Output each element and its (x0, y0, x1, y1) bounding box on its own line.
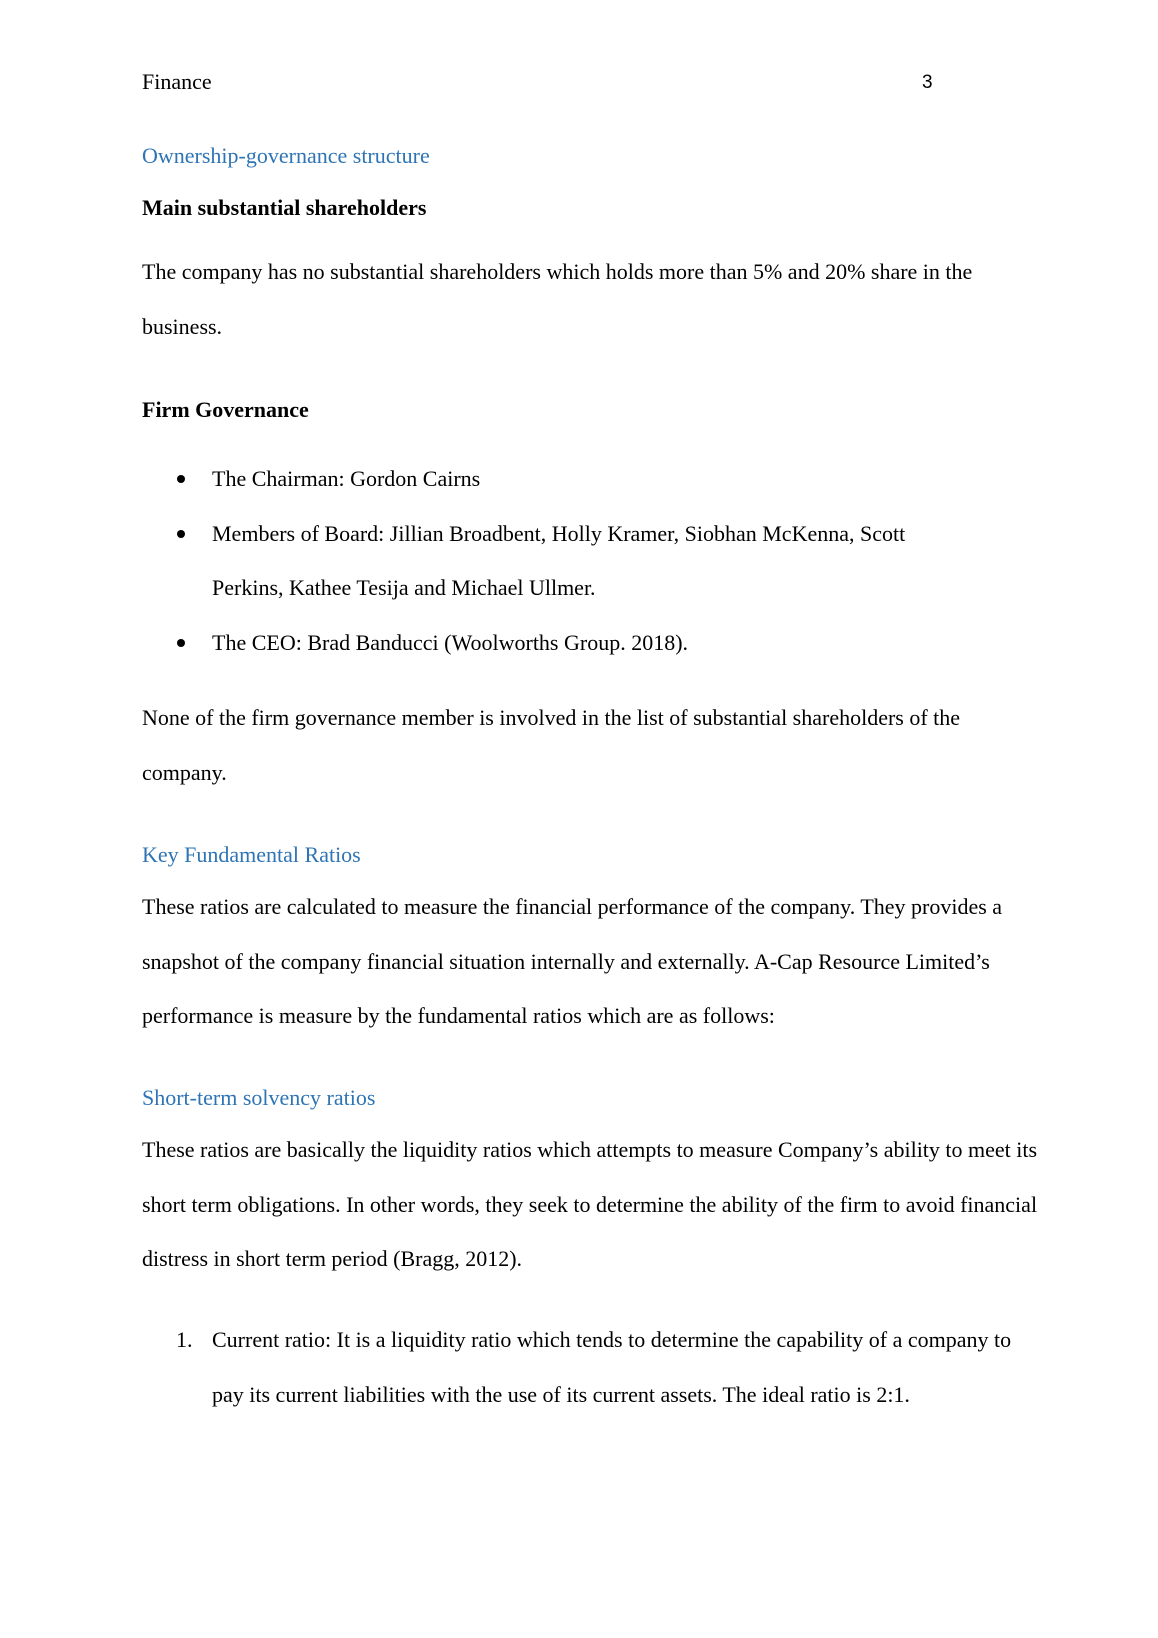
paragraph-governance-note: None of the firm governance member is involved in the list of substantial shareholders of the company. (142, 705, 961, 785)
page-number: 3 (922, 72, 933, 93)
paragraph-shareholders: The company has no substantial shareholders which holds more than 5% and 20% share in the business. (142, 259, 973, 339)
ratios-numbered-list (142, 1313, 1022, 1422)
list-item (142, 452, 962, 507)
paragraph-short-term-solvency: These ratios are basically the liquidity ratios which attempts to measure Company’s ability to meet its short term obligations. In other words, they seek to determine the ability of the firm to avoid financial distress in short term period (Bragg, 2012). (142, 1137, 1038, 1271)
bullet-icon (177, 475, 185, 483)
list-item-text: The CEO: Brad Banducci (Woolworths Group. 2018). (212, 629, 689, 655)
list-item-text: The Chairman: Gordon Cairns (212, 466, 481, 491)
bullet-icon (177, 530, 185, 538)
section-heading-ownership: Ownership-governance structure (142, 143, 430, 168)
list-item (142, 1313, 1022, 1422)
list-item-text: Members of Board: Jillian Broadbent, Holly Kramer, Siobhan McKenna, Scott Perkins, Kathee Tesija and Michael Ullmer. (212, 520, 906, 600)
section-heading-key-ratios: Key Fundamental Ratios (142, 842, 361, 867)
subheading-main-shareholders: Main substantial shareholders (142, 195, 427, 220)
list-number: 1. (176, 1327, 193, 1352)
list-item-text: Current ratio: It is a liquidity ratio which tends to determine the capability of a company to pay its current liabilities with the use of its current assets. The ideal ratio is 2:1. (212, 1327, 1012, 1407)
subheading-firm-governance: Firm Governance (142, 397, 309, 422)
running-header-title: Finance (142, 69, 212, 94)
section-heading-short-term-solvency: Short-term solvency ratios (142, 1085, 376, 1110)
list-item (142, 507, 962, 616)
paragraph-key-ratios: These ratios are calculated to measure the financial performance of the company. They provides a snapshot of the company financial situation internally and externally. A-Cap Resource Limited’s performance is measure by the fundamental ratios which are as follows: (142, 894, 1003, 1028)
governance-bullet-list (142, 452, 962, 670)
bullet-icon (177, 639, 185, 647)
list-item (142, 616, 962, 671)
